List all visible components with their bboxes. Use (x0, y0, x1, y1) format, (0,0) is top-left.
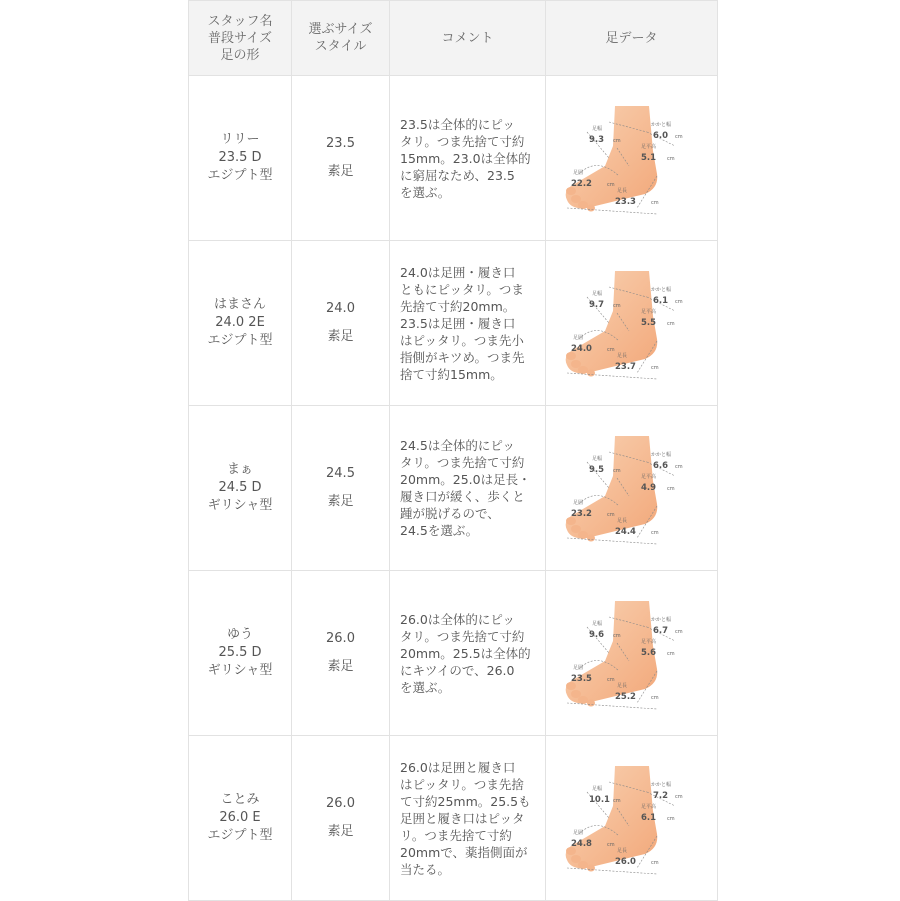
flat-value: 4.9 (640, 482, 656, 493)
size-cell (292, 241, 390, 406)
unit-label: cm (674, 463, 683, 470)
header-size: 選ぶサイズ スタイル (292, 1, 390, 76)
comment-cell (390, 406, 546, 571)
length-value: 23.7 (614, 361, 636, 372)
foot-shape: ギリシャ型 (207, 498, 273, 513)
table-row (189, 736, 718, 901)
table-row (189, 76, 718, 241)
flat-label: 足平高 (640, 473, 656, 480)
comment-line: 24.5を選ぶ。 (400, 523, 479, 538)
width-label: 足幅 (591, 785, 602, 792)
girth-value: 22.2 (570, 178, 592, 189)
girth-value: 24.0 (570, 343, 592, 354)
style-label: 素足 (327, 164, 354, 179)
table-row (189, 571, 718, 736)
length-value: 24.4 (614, 526, 636, 537)
unit-label: cm (606, 841, 615, 848)
length-value: 26.0 (614, 856, 636, 867)
unit-label: cm (650, 859, 659, 866)
header-comment: コメント (390, 1, 546, 76)
comment-line: て寸約25mm。25.5も (400, 793, 531, 809)
table-row (189, 241, 718, 406)
foot-shape: エジプト型 (207, 168, 273, 183)
length-value: 23.3 (614, 196, 636, 207)
heel-value: 6.7 (652, 625, 668, 636)
girth-value: 23.2 (570, 508, 592, 519)
staff-name: リリー (220, 132, 260, 147)
girth-label: 足囲 (572, 499, 583, 506)
foot-diagram (557, 96, 707, 221)
header-foot-data: 足データ (546, 1, 718, 76)
flat-value: 5.5 (640, 317, 656, 328)
length-label: 足長 (616, 517, 627, 524)
foot-data-cell (546, 406, 718, 571)
unit-label: cm (606, 181, 615, 188)
heel-value: 6.6 (652, 460, 668, 471)
comment-line: 履き口が緩く、歩くと (400, 489, 525, 504)
size-cell (292, 571, 390, 736)
staff-cell (189, 76, 292, 241)
staff-cell (189, 736, 292, 901)
comment-line: 当たる。 (400, 861, 451, 877)
size-cell (292, 406, 390, 571)
size-cell (292, 736, 390, 901)
comment-line: 先捨て寸約20mm。 (400, 298, 516, 314)
heel-label: かかと幅 (650, 451, 671, 458)
comment-line: 20mm。25.5は全体的 (400, 645, 531, 661)
unit-label: cm (612, 632, 621, 639)
comment-line: はピッタリ。つま先捨 (400, 776, 524, 792)
usual-size: 24.5 D (218, 480, 262, 495)
foot-data-cell (546, 241, 718, 406)
usual-size: 26.0 E (219, 810, 261, 825)
unit-label: cm (612, 797, 621, 804)
comment-line: タリ。つま先捨て寸約 (400, 133, 525, 149)
unit-label: cm (612, 302, 621, 309)
unit-label: cm (666, 320, 675, 327)
chosen-size: 23.5 (326, 136, 355, 151)
foot-diagram (557, 591, 707, 716)
comment-cell (390, 736, 546, 901)
comment-line: 23.5は全体的にピッ (400, 116, 515, 132)
table-header-row (189, 1, 718, 76)
comment-line: 15mm。23.0は全体的 (400, 150, 531, 166)
size-cell (292, 76, 390, 241)
unit-label: cm (606, 511, 615, 518)
girth-value: 23.5 (570, 673, 592, 684)
header-staff: スタッフ名 普段サイズ 足の形 (189, 1, 292, 76)
chosen-size: 24.5 (326, 466, 355, 481)
length-label: 足長 (616, 682, 627, 689)
heel-value: 6.1 (652, 295, 668, 306)
comment-line: 20mmで、薬指側面が (400, 844, 528, 860)
flat-value: 5.6 (640, 647, 656, 658)
staff-cell (189, 241, 292, 406)
comment-line: ともにピッタリ。つま (400, 281, 524, 297)
flat-label: 足平高 (640, 638, 656, 645)
usual-size: 23.5 D (218, 150, 262, 165)
width-value: 9.3 (588, 134, 604, 145)
flat-label: 足平高 (640, 803, 656, 810)
foot-shape: エジプト型 (207, 333, 273, 348)
flat-value: 5.1 (640, 152, 656, 163)
flat-label: 足平高 (640, 143, 656, 150)
foot-data-cell (546, 76, 718, 241)
staff-name: ことみ (220, 792, 260, 807)
foot-shape: エジプト型 (207, 828, 273, 843)
width-label: 足幅 (591, 620, 602, 627)
comment-cell (390, 571, 546, 736)
comment-line: 23.5は足囲・履き口 (400, 315, 516, 331)
length-label: 足長 (616, 352, 627, 359)
comment-line: にキツイので、26.0 (400, 662, 515, 678)
heel-label: かかと幅 (650, 286, 671, 293)
heel-value: 6.0 (652, 130, 668, 141)
comment-cell (390, 76, 546, 241)
heel-value: 7.2 (652, 790, 668, 801)
table-row (189, 406, 718, 571)
staff-name: ゆう (226, 627, 253, 642)
unit-label: cm (666, 485, 675, 492)
foot-shape: ギリシャ型 (207, 663, 273, 678)
comment-cell (390, 241, 546, 406)
unit-label: cm (606, 346, 615, 353)
style-label: 素足 (327, 824, 354, 839)
comment-line: タリ。つま先捨て寸約 (400, 455, 525, 470)
chosen-size: 26.0 (326, 796, 355, 811)
chosen-size: 26.0 (326, 631, 355, 646)
length-label: 足長 (616, 187, 627, 194)
unit-label: cm (666, 155, 675, 162)
girth-value: 24.8 (570, 838, 592, 849)
width-value: 9.5 (588, 464, 604, 475)
unit-label: cm (674, 298, 683, 305)
unit-label: cm (650, 199, 659, 206)
comment-line: 捨て寸約15mm。 (400, 366, 503, 382)
unit-label: cm (666, 650, 675, 657)
fitting-table (188, 0, 718, 901)
girth-label: 足囲 (572, 169, 583, 176)
comment-line: 26.0は全体的にピッ (400, 611, 515, 627)
foot-diagram (557, 261, 707, 386)
staff-cell (189, 571, 292, 736)
comment-line: 足囲と履き口はピッタ (400, 810, 525, 826)
comment-line: 26.0は足囲と履き口 (400, 759, 516, 775)
unit-label: cm (606, 676, 615, 683)
flat-label: 足平高 (640, 308, 656, 315)
unit-label: cm (674, 793, 683, 800)
unit-label: cm (674, 133, 683, 140)
unit-label: cm (612, 137, 621, 144)
heel-label: かかと幅 (650, 616, 671, 623)
unit-label: cm (650, 694, 659, 701)
foot-diagram (557, 426, 707, 551)
comment-line: 24.5は全体的にピッ (400, 438, 515, 453)
heel-label: かかと幅 (650, 121, 671, 128)
comment-line: はピッタリ。つま先小 (400, 332, 524, 348)
unit-label: cm (666, 815, 675, 822)
comment-line: リ。つま先捨て寸約 (400, 827, 512, 843)
comment-line: を選ぶ。 (400, 184, 451, 200)
comment-line: 指側がキツめ。つま先 (400, 349, 525, 365)
width-value: 9.6 (588, 629, 604, 640)
girth-label: 足囲 (572, 664, 583, 671)
usual-size: 24.0 2E (215, 315, 265, 330)
style-label: 素足 (327, 494, 354, 509)
comment-line: 24.0は足囲・履き口 (400, 264, 516, 280)
usual-size: 25.5 D (218, 645, 262, 660)
unit-label: cm (612, 467, 621, 474)
style-label: 素足 (327, 329, 354, 344)
style-label: 素足 (327, 659, 354, 674)
width-label: 足幅 (591, 125, 602, 132)
unit-label: cm (650, 364, 659, 371)
foot-diagram (557, 756, 707, 881)
comment-line: に窮屈なため、23.5 (400, 167, 515, 183)
length-label: 足長 (616, 847, 627, 854)
staff-name: はまさん (213, 297, 266, 312)
width-value: 9.7 (588, 299, 604, 310)
length-value: 25.2 (614, 691, 636, 702)
width-value: 10.1 (588, 794, 610, 805)
width-label: 足幅 (591, 455, 602, 462)
chosen-size: 24.0 (326, 301, 355, 316)
flat-value: 6.1 (640, 812, 656, 823)
staff-cell (189, 406, 292, 571)
unit-label: cm (650, 529, 659, 536)
comment-line: タリ。つま先捨て寸約 (400, 628, 525, 644)
comment-line: 踵が脱げるので、 (400, 506, 500, 521)
foot-data-cell (546, 736, 718, 901)
unit-label: cm (674, 628, 683, 635)
width-label: 足幅 (591, 290, 602, 297)
heel-label: かかと幅 (650, 781, 671, 788)
staff-name: まぁ (226, 462, 253, 477)
foot-data-cell (546, 571, 718, 736)
girth-label: 足囲 (572, 829, 583, 836)
comment-line: 20mm。25.0は足長・ (400, 472, 531, 487)
comment-line: を選ぶ。 (400, 679, 451, 695)
girth-label: 足囲 (572, 334, 583, 341)
